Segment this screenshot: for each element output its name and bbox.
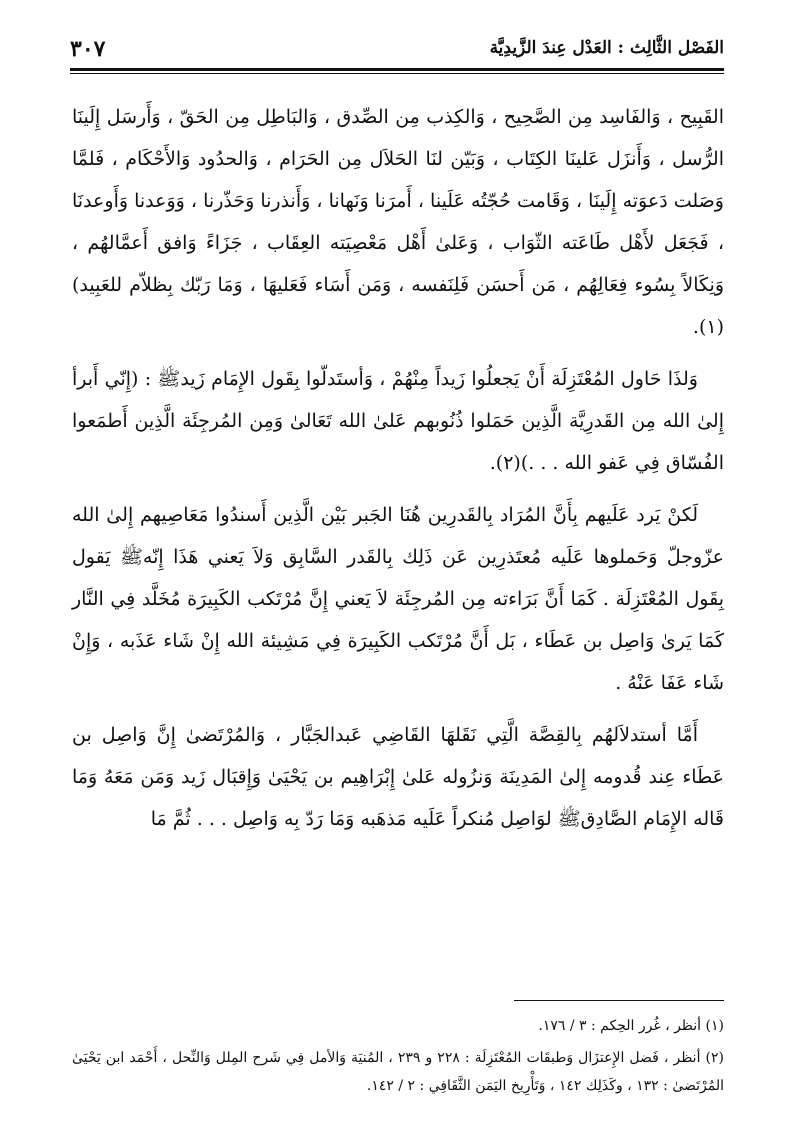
- paragraph-2: وَلذَا حَاول المُعْتَزِلَة أَنْ يَجعلُوا زَيداً مِنْهُمْ ، وَأستَدلّوا بِقَول الإِمَام زَيدﷺ : (إِنّي أَبرأ إِلىٰ الله مِن القَدرِيَّة الَّذِين حَمَلوا ذُنُوبهم عَلىٰ الله تَعَالىٰ وَمِن المُرجِئَة الَّذِين أَطمَعوا الفُسّاق فِي عَفو الله . . .)(٢).: [72, 368, 724, 474]
- paragraph-4: أَمَّا أستدلاَلهُم بِالقِصَّة الَّتِي نَقَلهَا القَاضِي عَبدالجَبَّار ، وَالمُرْتَضىٰ إِنَّ وَاصِل بن عَطَاء عِند قُدومه إِلىٰ المَدِينَة وَنزُوله عَلىٰ إِبْرَاهِيم بن يَحْيَىٰ وَإِقبَال زَيد وَمَن مَعَهُ وَمَا قَاله الإِمَام الصَّادِقﷺ لوَاصِل مُنكراً عَلَيه مَذهَبه وَمَا رَدّ بِه وَاصِل . . . ثُمَّ مَا: [72, 724, 724, 830]
- footnote-1: (١) أنظر ، غُرر الحِكم : ٣ / ١٧٦.: [538, 1018, 724, 1034]
- paragraph-3: لَكنْ يَرد عَلَيهم بِأَنَّ المُرَاد بِالقَدرِين هُنَا الجَبر بَيْن الَّذِين أَسندُوا مَعَاصِيهم إِلىٰ الله عزّوجلّ وَحَملوها عَلَيه مُعتَذرِين عَن ذَلِك بِالقَدر السَّابِق وَلاَ يَعني هَذَا إِنّهﷺ يَقول بِقَول المُعْتَزِلَة . كَمَا أَنَّ بَرَاءته مِن المُرجِئَة لاَ يَعني إِنَّ مُرْتَكب الكَبِيرَة مُخَلَّد فِي النَّار كَمَا يَرىٰ وَاصِل بن عَطَاء ، بَل أَنَّ مُرْتَكب الكَبِيرَة فِي مَشِيئة الله إِنْ شَاء عَذَبه ، وَإِنْ شَاء عَفَا عَنْهُ .: [72, 504, 724, 694]
- footnote-separator: [514, 1000, 724, 1001]
- header-rule-thick: [70, 68, 724, 71]
- footnotes: [72, 1012, 724, 1104]
- header-rule-thin: [70, 73, 724, 74]
- running-header: [70, 36, 724, 76]
- page-number: ٣٠٧: [70, 36, 106, 62]
- chapter-title: الفَصْل الثَّالِث : العَدْل عِندَ الزَّيدِيَّة: [489, 38, 724, 58]
- paragraph-1: القَبِيح ، وَالفَاسِد مِن الصَّحِيح ، وَالكِذب مِن الصِّدق ، وَالبَاطِل مِن الحَقّ ، وَأَرسَل إِلَينَا الرُّسل ، وَأَنزَل عَلينَا الكِتَاب ، وَبَيّن لنَا الحَلاَل مِن الحَرَام ، وَالحدُود وَالأَحْكَام ، فَلمَّا وَصَلت دَعوَته إِلَينَا ، وَقَامت حُجّتُه عَلَينا ، أَمرَنا وَنَهانا ، وَأَنذرنا وَحَذّرنا ، وَوَعدنا وَأَوعدنَا ، فَجَعَل لأَهْل طَاعَته الثّوَاب ، وَعَلىٰ أَهْل مَعْصِيَته العِقَاب ، جَزَاءً وَافق أَعمَّالهُم ، وَنِكَالاً بِسُوء فِعَالِهُم ، مَن أَحسَن فَلِنَفسه ، وَمَن أَسَاء فَعَليهَا ، وَمَا رَبّك بِظلاّم للعَبِيد)(١).: [72, 106, 724, 338]
- body-text: [72, 96, 724, 840]
- footnote-2: (٢) أنظر ، فَضل الإِعتزَال وَطبقَات المُعْتَزِلَة : ٢٢٨ و ٢٣٩ ، المُنيَة وَالأمل فِي شَرح المِلل وَالنِّحل ، أَحْمَد ابن يَحْيَىٰ المُرْتَضىٰ : ١٣٢ ، وكَذَلِك ١٤٢ ، وَتَأْرِيخ اليَمَن الثَّقَافِي : ٢ / ١٤٢.: [72, 1050, 724, 1094]
